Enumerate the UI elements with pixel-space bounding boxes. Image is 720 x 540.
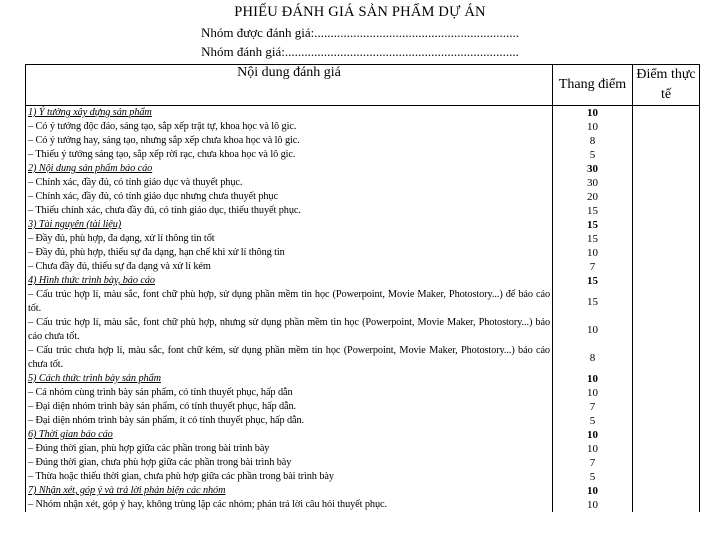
criterion-row bbox=[26, 288, 700, 316]
actual-score-cell[interactable] bbox=[633, 288, 700, 316]
criterion-score: 5 bbox=[553, 414, 633, 428]
actual-score-cell[interactable] bbox=[633, 176, 700, 190]
criterion-score: 10 bbox=[553, 386, 633, 400]
criterion-score: 15 bbox=[553, 204, 633, 218]
criterion-text: – Cấu trúc hợp lí, màu sắc, font chữ phù hợp, nhưng sử dụng phần mềm tin học (Powerpoint, Movie Maker, Photostory...) báo cáo chưa tốt. bbox=[26, 316, 553, 344]
actual-score-cell[interactable] bbox=[633, 498, 700, 512]
criterion-row bbox=[26, 120, 700, 134]
actual-score-cell[interactable] bbox=[633, 274, 700, 288]
criterion-row bbox=[26, 232, 700, 246]
actual-score-cell[interactable] bbox=[633, 232, 700, 246]
criterion-score: 7 bbox=[553, 260, 633, 274]
criterion-score: 10 bbox=[553, 498, 633, 512]
criterion-row bbox=[26, 134, 700, 148]
actual-score-cell[interactable] bbox=[633, 162, 700, 176]
criterion-score: 15 bbox=[553, 232, 633, 246]
criterion-text: – Chính xác, đầy đủ, có tính giáo dục nhưng chưa thuyết phục bbox=[26, 190, 553, 204]
criterion-row bbox=[26, 176, 700, 190]
criterion-score: 8 bbox=[553, 344, 633, 372]
criterion-text: – Đại diện nhóm trình bày sản phẩm, ít có tính thuyết phục, hấp dẫn. bbox=[26, 414, 553, 428]
actual-score-cell[interactable] bbox=[633, 204, 700, 218]
document-title: PHIẾU ĐÁNH GIÁ SẢN PHẨM DỰ ÁN bbox=[234, 4, 486, 20]
evaluator-group-field[interactable]: ........................................................................ bbox=[284, 44, 519, 59]
criterion-text: – Thiếu ý tưởng sáng tạo, sắp xếp rời rạc, chưa khoa học và lô gic. bbox=[26, 148, 553, 162]
section-row bbox=[26, 106, 700, 121]
criterion-row bbox=[26, 148, 700, 162]
criterion-row bbox=[26, 386, 700, 400]
section-max-score: 15 bbox=[553, 218, 633, 232]
criterion-row bbox=[26, 456, 700, 470]
section-title: 3) Tài nguyên (tài liệu) bbox=[26, 218, 553, 232]
actual-score-cell[interactable] bbox=[633, 428, 700, 442]
criterion-text: – Có ý tưởng hay, sáng tạo, nhưng sắp xếp chưa khoa học và lô gic. bbox=[26, 134, 553, 148]
section-title: 7) Nhận xét, góp ý và trả lời phản biện các nhóm bbox=[26, 484, 553, 498]
section-row bbox=[26, 428, 700, 442]
section-max-score: 10 bbox=[553, 372, 633, 386]
section-max-score: 30 bbox=[553, 162, 633, 176]
section-row bbox=[26, 484, 700, 498]
criterion-text: – Đại diện nhóm trình bày sản phẩm, có tính thuyết phục, hấp dẫn. bbox=[26, 400, 553, 414]
criterion-row bbox=[26, 316, 700, 344]
criterion-score: 15 bbox=[553, 288, 633, 316]
criterion-score: 7 bbox=[553, 400, 633, 414]
actual-score-cell[interactable] bbox=[633, 134, 700, 148]
criterion-text: – Cấu trúc chưa hợp lí, màu sắc, font chữ kém, sử dụng phần mềm tin học (Powerpoint, Movie Maker, Photostory...) báo cáo chưa tốt. bbox=[26, 344, 553, 372]
actual-score-cell[interactable] bbox=[633, 372, 700, 386]
criterion-score: 7 bbox=[553, 456, 633, 470]
criterion-text: – Cấu trúc hợp lí, màu sắc, font chữ phù hợp, sử dụng phần mềm tin học (Powerpoint, Movie Maker, Photostory...) để báo cáo tốt. bbox=[26, 288, 553, 316]
actual-score-cell[interactable] bbox=[633, 148, 700, 162]
criterion-row bbox=[26, 246, 700, 260]
evaluated-group-field[interactable]: ............................................................... bbox=[314, 25, 519, 40]
header-actual: Điểm thực tế bbox=[633, 65, 700, 106]
criterion-text: – Đầy đủ, phù hợp, đa dạng, xử lí thông tin tốt bbox=[26, 232, 553, 246]
criterion-score: 5 bbox=[553, 470, 633, 484]
section-title: 1) Ý tưởng xây dựng sản phẩm bbox=[26, 106, 553, 121]
criterion-text: – Nhóm nhận xét, góp ý hay, không trùng lặp các nhóm; phản trả lời câu hỏi thuyết phục. bbox=[26, 498, 553, 512]
criterion-row bbox=[26, 190, 700, 204]
section-title: 4) Hình thức trình bày, báo cáo bbox=[26, 274, 553, 288]
actual-score-cell[interactable] bbox=[633, 442, 700, 456]
actual-score-cell[interactable] bbox=[633, 218, 700, 232]
criterion-text: – Chưa đầy đủ, thiếu sự đa dạng và xử lí kém bbox=[26, 260, 553, 274]
evaluated-group-line bbox=[0, 25, 720, 41]
criterion-row bbox=[26, 498, 700, 512]
actual-score-cell[interactable] bbox=[633, 400, 700, 414]
evaluator-group-line bbox=[0, 44, 720, 60]
criterion-score: 20 bbox=[553, 190, 633, 204]
criterion-score: 10 bbox=[553, 246, 633, 260]
actual-score-cell[interactable] bbox=[633, 344, 700, 372]
actual-score-cell[interactable] bbox=[633, 316, 700, 344]
criterion-row bbox=[26, 204, 700, 218]
criterion-text: – Thiếu chính xác, chưa đầy đủ, có tính giáo dục, thiếu thuyết phục. bbox=[26, 204, 553, 218]
section-max-score: 15 bbox=[553, 274, 633, 288]
criterion-row bbox=[26, 414, 700, 428]
criterion-score: 5 bbox=[553, 148, 633, 162]
header-criteria: Nội dung đánh giá bbox=[26, 65, 553, 106]
actual-score-cell[interactable] bbox=[633, 260, 700, 274]
criterion-text: – Chính xác, đầy đủ, có tính giáo dục và thuyết phục. bbox=[26, 176, 553, 190]
evaluation-table bbox=[25, 64, 700, 512]
criterion-row bbox=[26, 400, 700, 414]
evaluator-group-label: Nhóm đánh giá: bbox=[201, 44, 285, 59]
criterion-text: – Cả nhóm cùng trình bày sản phẩm, có tính thuyết phục, hấp dẫn bbox=[26, 386, 553, 400]
section-row bbox=[26, 218, 700, 232]
actual-score-cell[interactable] bbox=[633, 484, 700, 498]
section-title: 5) Cách thức trình bày sản phẩm bbox=[26, 372, 553, 386]
header-scale: Thang điểm bbox=[553, 65, 633, 106]
actual-score-cell[interactable] bbox=[633, 246, 700, 260]
section-max-score: 10 bbox=[553, 428, 633, 442]
actual-score-cell[interactable] bbox=[633, 456, 700, 470]
criterion-text: – Đúng thời gian, chưa phù hợp giữa các phần trong bài trình bày bbox=[26, 456, 553, 470]
section-row bbox=[26, 162, 700, 176]
table-body bbox=[26, 106, 700, 513]
criterion-text: – Thừa hoặc thiếu thời gian, chưa phù hợp giữa các phần trong bài trình bày bbox=[26, 470, 553, 484]
actual-score-cell[interactable] bbox=[633, 414, 700, 428]
criterion-row bbox=[26, 442, 700, 456]
criterion-score: 8 bbox=[553, 134, 633, 148]
criterion-row bbox=[26, 260, 700, 274]
actual-score-cell[interactable] bbox=[633, 470, 700, 484]
actual-score-cell[interactable] bbox=[633, 106, 700, 121]
criterion-row bbox=[26, 470, 700, 484]
actual-score-cell[interactable] bbox=[633, 190, 700, 204]
criterion-text: – Đầy đủ, phù hợp, thiếu sự đa dạng, hạn chế khi xử lí thông tin bbox=[26, 246, 553, 260]
actual-score-cell[interactable] bbox=[633, 120, 700, 134]
criterion-row bbox=[26, 344, 700, 372]
criterion-score: 10 bbox=[553, 120, 633, 134]
criterion-text: – Đúng thời gian, phù hợp giữa các phần trong bài trình bày bbox=[26, 442, 553, 456]
criterion-score: 30 bbox=[553, 176, 633, 190]
section-row bbox=[26, 372, 700, 386]
section-max-score: 10 bbox=[553, 484, 633, 498]
criterion-score: 10 bbox=[553, 442, 633, 456]
criterion-text: – Có ý tưởng độc đáo, sáng tạo, sắp xếp trật tự, khoa học và lô gic. bbox=[26, 120, 553, 134]
table-header-row bbox=[26, 65, 700, 106]
section-title: 2) Nội dung sản phẩm báo cáo bbox=[26, 162, 553, 176]
criterion-score: 10 bbox=[553, 316, 633, 344]
section-title: 6) Thời gian báo cáo bbox=[26, 428, 553, 442]
section-max-score: 10 bbox=[553, 106, 633, 121]
section-row bbox=[26, 274, 700, 288]
actual-score-cell[interactable] bbox=[633, 386, 700, 400]
evaluated-group-label: Nhóm được đánh giá: bbox=[201, 25, 315, 40]
